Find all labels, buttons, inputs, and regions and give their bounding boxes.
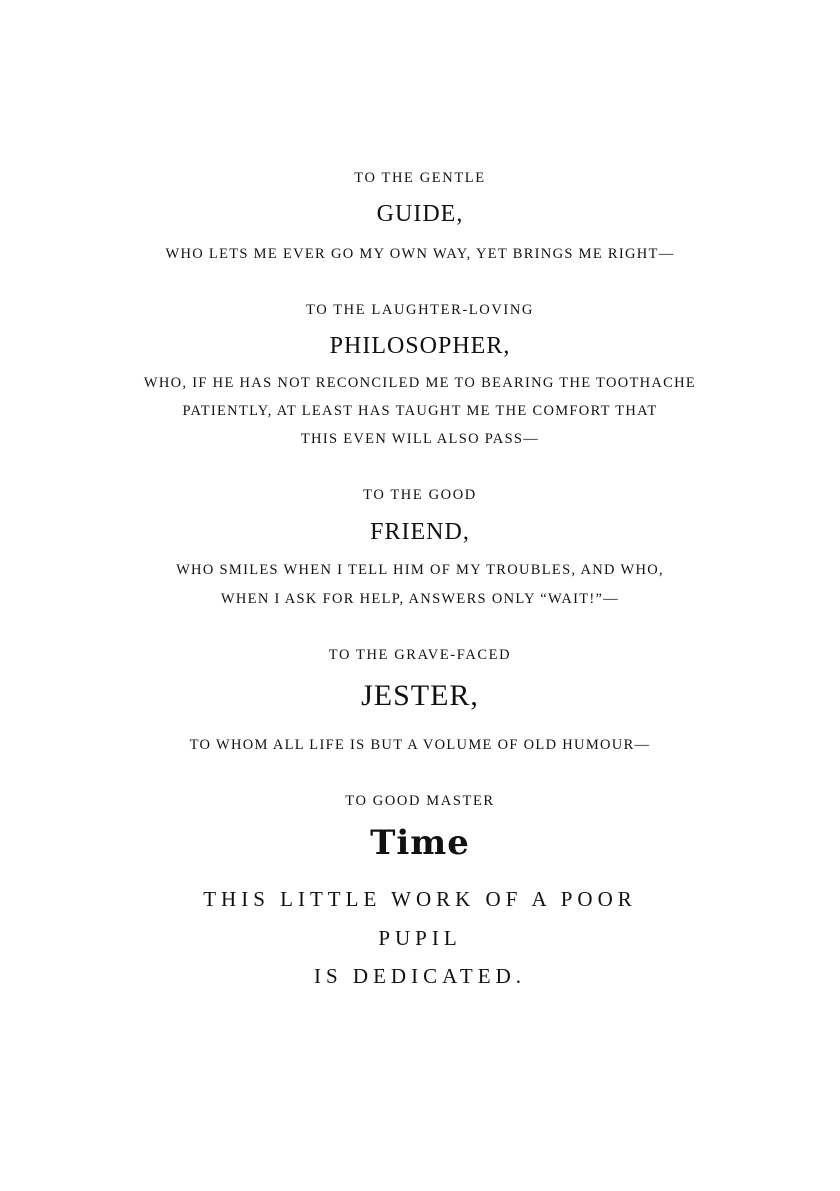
philosopher-description-line-3: THIS EVEN WILL ALSO PASS— (300, 431, 540, 447)
closing-line-1: THIS LITTLE WORK OF A POOR (203, 887, 637, 911)
closing-line-2: PUPIL (378, 926, 462, 950)
philosopher-description-line-2: PATIENTLY, AT LEAST HAS TAUGHT ME THE COMFORT THAT (182, 403, 658, 419)
philosopher-name: PHILOSOPHER, (329, 333, 511, 359)
friend-description-line-2: WHEN I ASK FOR HELP, ANSWERS ONLY “WAIT!”— (220, 591, 620, 607)
philosopher-description-line-1: WHO, IF HE HAS NOT RECONCILED ME TO BEARING THE TOOTHACHE (143, 375, 697, 391)
guide-name: GUIDE, (376, 201, 464, 227)
closing-line-3: IS DEDICATED. (314, 964, 526, 988)
master-name: Time (370, 823, 470, 863)
jester-description: TO WHOM ALL LIFE IS BUT A VOLUME OF OLD HUMOUR— (189, 737, 651, 753)
master-intro: TO GOOD MASTER (345, 793, 495, 809)
friend-description-line-1: WHO SMILES WHEN I TELL HIM OF MY TROUBLES, AND WHO, (176, 562, 664, 578)
jester-intro: TO THE GRAVE-FACED (328, 647, 512, 663)
guide-intro: TO THE GENTLE (354, 170, 486, 186)
philosopher-intro: TO THE LAUGHTER-LOVING (306, 302, 534, 318)
guide-description: WHO LETS ME EVER GO MY OWN WAY, YET BRINGS ME RIGHT— (165, 246, 675, 262)
jester-name: JESTER, (361, 679, 479, 712)
friend-name: FRIEND, (370, 519, 470, 545)
friend-intro: TO THE GOOD (363, 487, 477, 503)
